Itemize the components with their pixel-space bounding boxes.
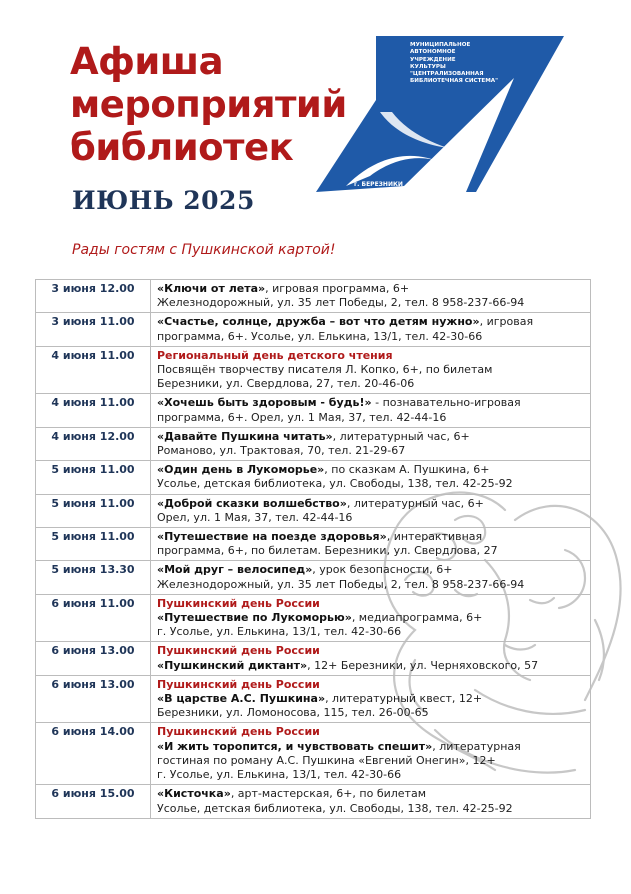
events-table (35, 279, 591, 819)
event-details (151, 594, 591, 642)
event-description: , литературный квест, 12+ (325, 692, 483, 706)
month-heading: ИЮНЬ 2025 (72, 186, 255, 215)
logo-city: г. БЕРЕЗНИКИ (354, 181, 403, 188)
logo-line-5: "ЦЕНТРАЛИЗОВАННАЯ (410, 71, 484, 78)
event-heading: Пушкинский день России (157, 725, 320, 739)
event-description: , урок безопасности, 6+ (312, 563, 453, 577)
event-description: , арт-мастерская, 6+, по билетам (230, 787, 426, 801)
event-heading: Региональный день детского чтения (157, 348, 393, 362)
event-location: Орел, ул. 1 Мая, 37, тел. 42-44-16 (157, 510, 353, 524)
event-description: , медиапрограмма, 6+ (351, 611, 483, 625)
event-date: 4 июня 11.00 (36, 346, 151, 394)
event-heading: Пушкинский день России (157, 677, 320, 691)
event-title: «Путешествие по Лукоморью» (157, 611, 352, 625)
event-description: , игровая (479, 315, 534, 329)
logo-line-1: МУНИЦИПАЛЬНОЕ (410, 42, 471, 48)
logo-line-3: УЧРЕЖДЕНИЕ (410, 56, 456, 63)
table-row (36, 461, 591, 494)
table-row (36, 494, 591, 527)
event-details (151, 280, 591, 313)
event-date: 4 июня 11.00 (36, 394, 151, 427)
event-description: Посвящён творчеству писателя Л. Копко, 6+, по билетам (157, 363, 493, 377)
logo-caption (410, 42, 530, 86)
event-title: «И жить торопится, и чувствовать спешит» (157, 739, 433, 753)
event-date: 3 июня 11.00 (36, 313, 151, 346)
table-row (36, 675, 591, 723)
event-details (151, 723, 591, 785)
table-row (36, 394, 591, 427)
event-details (151, 427, 591, 460)
table-row (36, 723, 591, 785)
event-title: «В царстве А.С. Пушкина» (157, 692, 326, 706)
event-description: , литературная (432, 739, 521, 753)
table-row (36, 346, 591, 394)
event-date: 6 июня 13.00 (36, 642, 151, 675)
event-description: , по сказкам А. Пушкина, 6+ (324, 463, 490, 477)
event-date: 5 июня 13.30 (36, 561, 151, 594)
event-date: 6 июня 15.00 (36, 785, 151, 818)
event-title: «Доброй сказки волшебство» (157, 496, 347, 510)
logo-line-4: КУЛЬТУРЫ (410, 63, 446, 70)
event-title: «Кисточка» (157, 787, 231, 801)
event-location: г. Усолье, ул. Елькина, 13/1, тел. 42-30-66 (157, 625, 402, 639)
event-heading: Пушкинский день России (157, 644, 320, 658)
event-location: Железнодорожный, ул. 35 лет Победы, 2, тел. 8 958-237-66-94 (157, 296, 525, 310)
event-details (151, 561, 591, 594)
event-title: «Пушкинский диктант» (157, 658, 308, 672)
event-location: Романово, ул. Трактовая, 70, тел. 21-29-67 (157, 444, 406, 458)
event-details (151, 313, 591, 346)
event-title: «Мой друг – велосипед» (157, 563, 313, 577)
event-location: Усолье, детская библиотека, ул. Свободы, 138, тел. 42-25-92 (157, 477, 513, 491)
event-location: программа, 6+, по билетам. Березники, ул. Свердлова, 27 (157, 544, 498, 558)
title-line-2: мероприятий (70, 83, 347, 126)
event-date: 6 июня 13.00 (36, 675, 151, 723)
title-line-1: Афиша (70, 40, 224, 83)
event-date: 5 июня 11.00 (36, 494, 151, 527)
event-description: - познавательно-игровая (371, 396, 521, 410)
event-title: «Ключи от лета» (157, 282, 266, 295)
event-date: 4 июня 12.00 (36, 427, 151, 460)
event-date: 3 июня 12.00 (36, 280, 151, 313)
event-details (151, 675, 591, 723)
event-location: Усолье, детская библиотека, ул. Свободы, 138, тел. 42-25-92 (157, 801, 513, 815)
event-title: «Путешествие на поезде здоровья» (157, 530, 387, 544)
event-title: «Один день в Лукоморье» (157, 463, 325, 477)
logo-line-6: БИБЛИОТЕЧНАЯ СИСТЕМА" (410, 78, 499, 85)
event-location: г. Усолье, ул. Елькина, 13/1, тел. 42-30-66 (157, 768, 402, 782)
event-location: Березники, ул. Ломоносова, 115, тел. 26-00-65 (157, 706, 429, 720)
table-row (36, 785, 591, 818)
table-row (36, 561, 591, 594)
event-details (151, 785, 591, 818)
event-description: , интерактивная (386, 530, 483, 544)
event-location: программа, 6+. Орел, ул. 1 Мая, 37, тел. 42-44-16 (157, 410, 447, 424)
event-details (151, 394, 591, 427)
event-date: 5 июня 11.00 (36, 461, 151, 494)
event-details (151, 494, 591, 527)
event-date: 6 июня 11.00 (36, 594, 151, 642)
table-row (36, 313, 591, 346)
event-details (151, 346, 591, 394)
event-heading: Пушкинский день России (157, 596, 320, 610)
welcome-tagline: Рады гостям с Пушкинской картой! (72, 242, 336, 258)
event-description: , литературный час, 6+ (332, 429, 470, 443)
table-row (36, 528, 591, 561)
event-description: , литературный час, 6+ (346, 496, 484, 510)
table-row (36, 280, 591, 313)
event-location: программа, 6+. Усолье, ул. Елькина, 13/1, тел. 42-30-66 (157, 329, 483, 343)
event-details (151, 528, 591, 561)
logo-line-2: АВТОНОМНОЕ (410, 49, 456, 56)
table-row (36, 427, 591, 460)
event-details (151, 642, 591, 675)
poster-title (70, 40, 347, 169)
table-row (36, 642, 591, 675)
event-title: «Давайте Пушкина читать» (157, 429, 333, 443)
event-location: Железнодорожный, ул. 35 лет Победы, 2, тел. 8 958-237-66-94 (157, 577, 525, 591)
event-date: 6 июня 14.00 (36, 723, 151, 785)
event-date: 5 июня 11.00 (36, 528, 151, 561)
table-row (36, 594, 591, 642)
event-title: «Счастье, солнце, дружба – вот что детям нужно» (157, 315, 480, 329)
event-description-cont: гостиная по роману А.С. Пушкина «Евгений Онегин», 12+ (157, 753, 496, 767)
event-description: , игровая программа, 6+ (265, 282, 410, 295)
event-title: «Хочешь быть здоровым - будь!» (157, 396, 372, 410)
title-line-3: библиотек (70, 126, 294, 169)
event-location: Березники, ул. Свердлова, 27, тел. 20-46-06 (157, 377, 415, 391)
event-details (151, 461, 591, 494)
event-description: , 12+ Березники, ул. Черняховского, 57 (307, 658, 539, 672)
